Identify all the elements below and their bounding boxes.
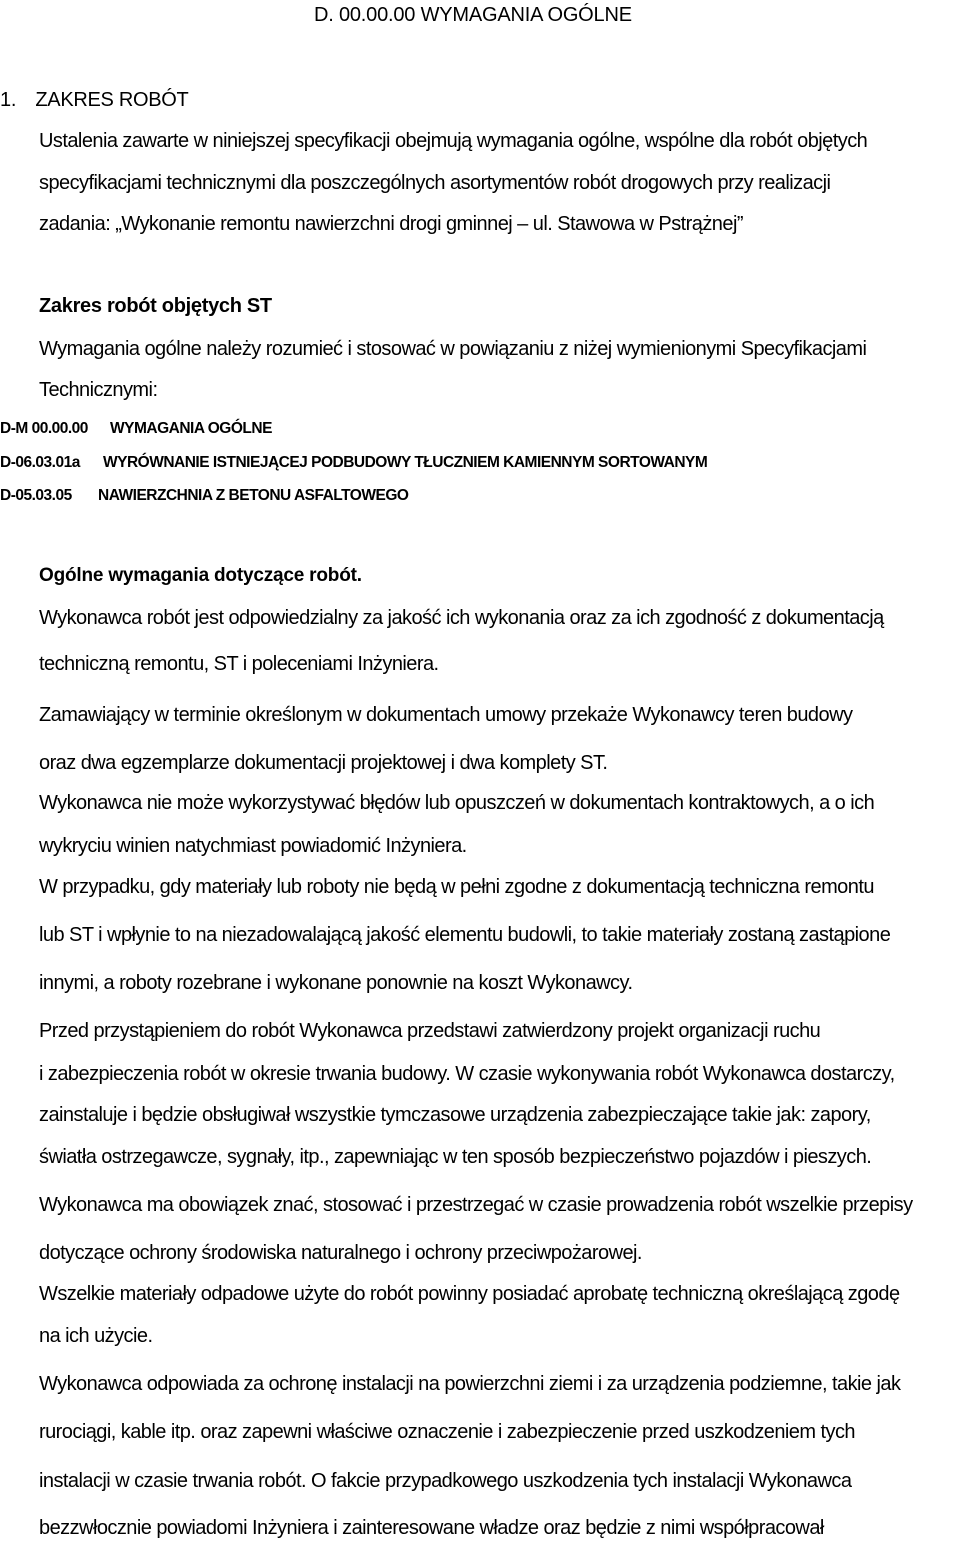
body-line: bezzwłocznie powiadomi Inżyniera i zainteresowane władze oraz będzie z nimi współpracował [39, 1517, 824, 1539]
spec-code: D-M 00.00.00 [0, 420, 88, 437]
body-line: i zabezpieczenia robót w okresie trwania budowy. W czasie wykonywania robót Wykonawca dostarczy, [39, 1063, 895, 1085]
body-line: światła ostrzegawcze, sygnały, itp., zapewniając w ten sposób bezpieczeństwo pojazdów i pieszych. [39, 1146, 872, 1168]
spec-item [0, 488, 408, 504]
body-line: oraz dwa egzemplarze dokumentacji projektowej i dwa komplety ST. [39, 752, 608, 774]
body-line: lub ST i wpłynie to na niezadowalającą jakość elementu budowli, to takie materiały zostaną zastąpione [39, 924, 891, 946]
intro-line: zadania: „Wykonanie remontu nawierzchni drogi gminnej – ul. Stawowa w Pstrążnej” [39, 213, 743, 235]
section-title: ZAKRES ROBÓT [35, 89, 189, 111]
section-number: 1. [0, 89, 17, 111]
body-line: Wykonawca robót jest odpowiedzialny za jakość ich wykonania oraz za ich zgodność z dokumentacją [39, 607, 884, 629]
document-title: D. 00.00.00 WYMAGANIA OGÓLNE [314, 4, 632, 26]
spec-name: WYRÓWNANIE ISTNIEJĄCEJ PODBUDOWY TŁUCZNIEM KAMIENNYM SORTOWANYM [103, 454, 708, 471]
spec-name: WYMAGANIA OGÓLNE [110, 420, 272, 437]
body-line: Przed przystąpieniem do robót Wykonawca przedstawi zatwierdzony projekt organizacji ruchu [39, 1020, 821, 1042]
scope-line: Technicznymi: [39, 379, 158, 401]
body-line: Wykonawca ma obowiązek znać, stosować i przestrzegać w czasie prowadzenia robót wszelkie przepisy [39, 1194, 913, 1216]
spec-code: D-06.03.01a [0, 454, 80, 471]
spec-name: NAWIERZCHNIA Z BETONU ASFALTOWEGO [98, 487, 409, 504]
spec-code: D-05.03.05 [0, 487, 72, 504]
spec-item [0, 455, 707, 471]
body-line: dotyczące ochrony środowiska naturalnego i ochrony przeciwpożarowej. [39, 1242, 642, 1264]
body-line: wykryciu winien natychmiast powiadomić Inżyniera. [39, 835, 467, 857]
body-line: na ich użycie. [39, 1325, 153, 1347]
scope-heading: Zakres robót objętych ST [39, 295, 272, 317]
body-line: Zamawiający w terminie określonym w dokumentach umowy przekaże Wykonawcy teren budowy [39, 704, 853, 726]
body-line: rurociągi, kable itp. oraz zapewni właściwe oznaczenie i zabezpieczenie przed uszkodzeniem tych [39, 1421, 855, 1443]
general-heading: Ogólne wymagania dotyczące robót. [39, 565, 362, 586]
intro-line: specyfikacjami technicznymi dla poszczególnych asortymentów robót drogowych przy realizacji [39, 172, 831, 194]
intro-line: Ustalenia zawarte w niniejszej specyfikacji obejmują wymagania ogólne, wspólne dla robót objętych [39, 130, 868, 152]
body-line: instalacji w czasie trwania robót. O fakcie przypadkowego uszkodzenia tych instalacji Wykonawca [39, 1470, 852, 1492]
scope-line: Wymagania ogólne należy rozumieć i stosować w powiązaniu z niżej wymienionymi Specyfikacjami [39, 338, 867, 360]
body-line: innymi, a roboty rozebrane i wykonane ponownie na koszt Wykonawcy. [39, 972, 633, 994]
body-line: zainstaluje i będzie obsługiwał wszystkie tymczasowe urządzenia zabezpieczające takie jak: zapory, [39, 1104, 871, 1126]
section-heading [0, 90, 188, 110]
body-line: Wykonawca odpowiada za ochronę instalacji na powierzchni ziemi i za urządzenia podziemne, takie jak [39, 1373, 901, 1395]
body-line: Wszelkie materiały odpadowe użyte do robót powinny posiadać aprobatę techniczną określającą zgodę [39, 1283, 900, 1305]
body-line: Wykonawca nie może wykorzystywać błędów lub opuszczeń w dokumentach kontraktowych, a o ich [39, 792, 875, 814]
body-line: W przypadku, gdy materiały lub roboty nie będą w pełni zgodne z dokumentacją techniczna remontu [39, 876, 874, 898]
body-line: techniczną remontu, ST i poleceniami Inżyniera. [39, 653, 439, 675]
spec-item [0, 421, 272, 437]
